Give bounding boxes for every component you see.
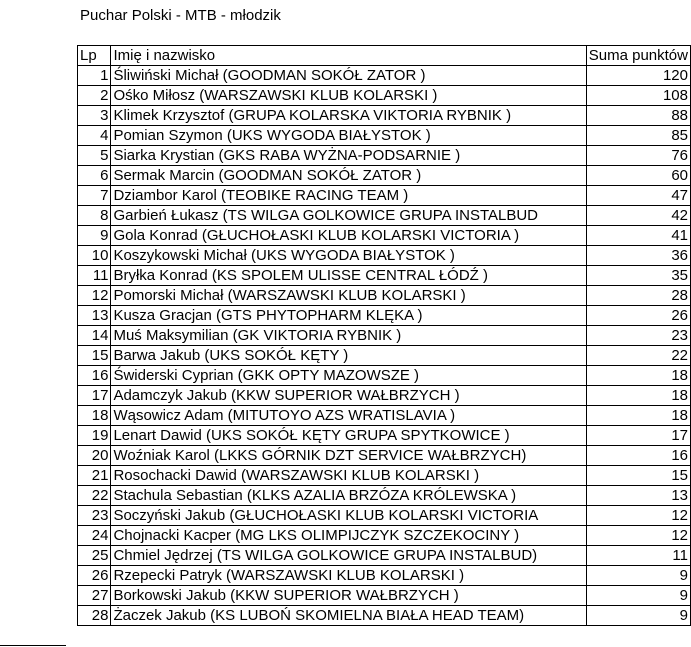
- rank-cell: 13: [78, 306, 111, 326]
- rider-cell: Klimek Krzysztof (GRUPA KOLARSKA VIKTORIA RYBNIK ): [111, 106, 586, 126]
- points-cell: 28: [586, 286, 690, 306]
- points-cell: 18: [586, 366, 690, 386]
- rider-cell: Siarka Krystian (GKS RABA WYŻNA-PODSARNIE ): [111, 146, 586, 166]
- table-row: [78, 306, 691, 326]
- table-row: [78, 146, 691, 166]
- page-divider: [0, 645, 66, 646]
- table-row: [78, 266, 691, 286]
- table-row: [78, 426, 691, 446]
- points-cell: 22: [586, 346, 690, 366]
- points-cell: 41: [586, 226, 690, 246]
- rank-cell: 4: [78, 126, 111, 146]
- rank-cell: 16: [78, 366, 111, 386]
- rank-cell: 3: [78, 106, 111, 126]
- rank-cell: 7: [78, 186, 111, 206]
- table-row: [78, 406, 691, 426]
- table-row: [78, 326, 691, 346]
- points-cell: 76: [586, 146, 690, 166]
- points-cell: 47: [586, 186, 690, 206]
- points-cell: 42: [586, 206, 690, 226]
- rider-cell: Koszykowski Michał (UKS WYGODA BIAŁYSTOK ): [111, 246, 586, 266]
- rider-cell: Śliwiński Michał (GOODMAN SOKÓŁ ZATOR ): [111, 66, 586, 86]
- points-cell: 11: [586, 546, 690, 566]
- points-cell: 23: [586, 326, 690, 346]
- rider-cell: Ośko Miłosz (WARSZAWSKI KLUB KOLARSKI ): [111, 86, 586, 106]
- table-row: [78, 66, 691, 86]
- rank-cell: 8: [78, 206, 111, 226]
- points-cell: 16: [586, 446, 690, 466]
- results-body: [78, 66, 691, 626]
- points-cell: 18: [586, 406, 690, 426]
- rank-cell: 25: [78, 546, 111, 566]
- rank-cell: 27: [78, 586, 111, 606]
- rank-cell: 6: [78, 166, 111, 186]
- table-row: [78, 166, 691, 186]
- rank-cell: 20: [78, 446, 111, 466]
- rider-cell: Żaczek Jakub (KS LUBOŃ SKOMIELNA BIAŁA HEAD TEAM): [111, 606, 586, 626]
- points-cell: 9: [586, 566, 690, 586]
- rank-cell: 24: [78, 526, 111, 546]
- rank-cell: 5: [78, 146, 111, 166]
- rank-cell: 1: [78, 66, 111, 86]
- results-table: [77, 45, 691, 626]
- table-row: [78, 106, 691, 126]
- table-row: [78, 526, 691, 546]
- rider-cell: Bryłka Konrad (KS SPOLEM ULISSE CENTRAL ŁÓDŹ ): [111, 266, 586, 286]
- table-row: [78, 546, 691, 566]
- rank-cell: 17: [78, 386, 111, 406]
- table-row: [78, 386, 691, 406]
- points-cell: 13: [586, 486, 690, 506]
- table-row: [78, 586, 691, 606]
- rider-cell: Rosochacki Dawid (WARSZAWSKI KLUB KOLARSKI ): [111, 466, 586, 486]
- table-row: [78, 506, 691, 526]
- rank-cell: 19: [78, 426, 111, 446]
- rider-cell: Wąsowicz Adam (MITUTOYO AZS WRATISLAVIA ): [111, 406, 586, 426]
- rank-cell: 11: [78, 266, 111, 286]
- rank-cell: 21: [78, 466, 111, 486]
- points-cell: 88: [586, 106, 690, 126]
- points-cell: 60: [586, 166, 690, 186]
- points-cell: 18: [586, 386, 690, 406]
- rank-cell: 26: [78, 566, 111, 586]
- rank-cell: 12: [78, 286, 111, 306]
- rank-cell: 28: [78, 606, 111, 626]
- points-cell: 17: [586, 426, 690, 446]
- rider-cell: Kusza Gracjan (GTS PHYTOPHARM KLĘKA ): [111, 306, 586, 326]
- points-cell: 9: [586, 586, 690, 606]
- points-cell: 36: [586, 246, 690, 266]
- rank-cell: 14: [78, 326, 111, 346]
- rank-cell: 22: [78, 486, 111, 506]
- table-header-row: [78, 46, 691, 66]
- table-row: [78, 346, 691, 366]
- table-row: [78, 226, 691, 246]
- table-row: [78, 286, 691, 306]
- table-row: [78, 566, 691, 586]
- table-row: [78, 206, 691, 226]
- column-header-points: Suma punktów: [586, 46, 690, 66]
- table-row: [78, 86, 691, 106]
- points-cell: 108: [586, 86, 690, 106]
- rank-cell: 18: [78, 406, 111, 426]
- rider-cell: Sermak Marcin (GOODMAN SOKÓŁ ZATOR ): [111, 166, 586, 186]
- table-row: [78, 446, 691, 466]
- column-header-lp: Lp: [78, 46, 111, 66]
- rider-cell: Soczyński Jakub (GŁUCHOŁASKI KLUB KOLARSKI VICTORIA: [111, 506, 586, 526]
- rider-cell: Pomian Szymon (UKS WYGODA BIAŁYSTOK ): [111, 126, 586, 146]
- points-cell: 120: [586, 66, 690, 86]
- rank-cell: 10: [78, 246, 111, 266]
- rider-cell: Dziambor Karol (TEOBIKE RACING TEAM ): [111, 186, 586, 206]
- rider-cell: Borkowski Jakub (KKW SUPERIOR WAŁBRZYCH ): [111, 586, 586, 606]
- table-row: [78, 126, 691, 146]
- points-cell: 85: [586, 126, 690, 146]
- rider-cell: Lenart Dawid (UKS SOKÓŁ KĘTY GRUPA SPYTKOWICE ): [111, 426, 586, 446]
- rank-cell: 15: [78, 346, 111, 366]
- rider-cell: Woźniak Karol (LKKS GÓRNIK DZT SERVICE WAŁBRZYCH): [111, 446, 586, 466]
- rider-cell: Barwa Jakub (UKS SOKÓŁ KĘTY ): [111, 346, 586, 366]
- table-row: [78, 606, 691, 626]
- rider-cell: Adamczyk Jakub (KKW SUPERIOR WAŁBRZYCH ): [111, 386, 586, 406]
- table-row: [78, 486, 691, 506]
- table-row: [78, 466, 691, 486]
- rank-cell: 23: [78, 506, 111, 526]
- points-cell: 35: [586, 266, 690, 286]
- rider-cell: Gola Konrad (GŁUCHOŁASKI KLUB KOLARSKI VICTORIA ): [111, 226, 586, 246]
- rider-cell: Pomorski Michał (WARSZAWSKI KLUB KOLARSKI ): [111, 286, 586, 306]
- rider-cell: Garbień Łukasz (TS WILGA GOLKOWICE GRUPA INSTALBUD: [111, 206, 586, 226]
- rank-cell: 2: [78, 86, 111, 106]
- rider-cell: Świderski Cyprian (GKK OPTY MAZOWSZE ): [111, 366, 586, 386]
- points-cell: 12: [586, 526, 690, 546]
- rider-cell: Stachula Sebastian (KLKS AZALIA BRZÓZA KRÓLEWSKA ): [111, 486, 586, 506]
- rider-cell: Chojnacki Kacper (MG LKS OLIMPIJCZYK SZCZEKOCINY ): [111, 526, 586, 546]
- points-cell: 26: [586, 306, 690, 326]
- rider-cell: Chmiel Jędrzej (TS WILGA GOLKOWICE GRUPA INSTALBUD): [111, 546, 586, 566]
- table-row: [78, 246, 691, 266]
- rank-cell: 9: [78, 226, 111, 246]
- table-row: [78, 186, 691, 206]
- points-cell: 12: [586, 506, 690, 526]
- page-title: Puchar Polski - MTB - młodzik: [80, 7, 281, 24]
- points-cell: 9: [586, 606, 690, 626]
- column-header-name: Imię i nazwisko: [111, 46, 586, 66]
- table-row: [78, 366, 691, 386]
- rider-cell: Rzepecki Patryk (WARSZAWSKI KLUB KOLARSKI ): [111, 566, 586, 586]
- points-cell: 15: [586, 466, 690, 486]
- rider-cell: Muś Maksymilian (GK VIKTORIA RYBNIK ): [111, 326, 586, 346]
